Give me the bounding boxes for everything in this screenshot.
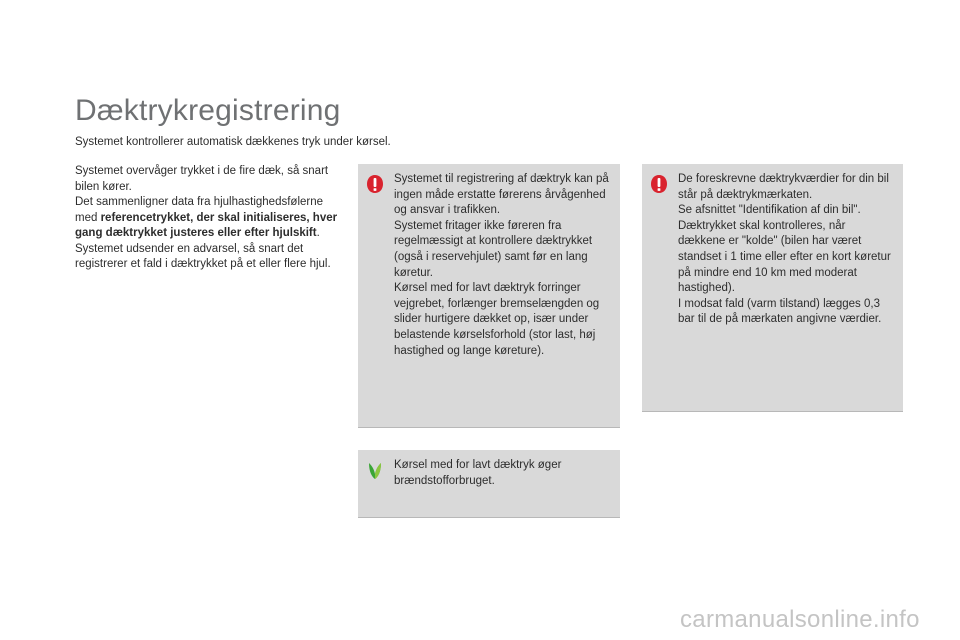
paragraph-2-start: Det sammenligner data fra hjulhastighedsfølerne med [75, 196, 324, 224]
intro-text: Systemet kontrollerer automatisk dækkenes tryk under kørsel. [75, 136, 391, 148]
warning-box-2-text [678, 172, 893, 328]
warning-1-paragraph-1: Systemet til registrering af dæktryk kan på ingen måde erstatte førerens årvågenhed og ansvar i trafikken. [394, 173, 609, 217]
paragraph-2-bold: referencetrykket, der skal initialiseres, hver gang dæktrykket justeres eller efter hjulskift [75, 211, 338, 239]
eco-box-text: Kørsel med for lavt dæktryk øger brændstofforbruget. [394, 459, 562, 487]
warning-2-paragraph-1: De foreskrevne dæktrykværdier for din bil står på dæktrykmærkaten. [678, 173, 889, 201]
warning-1-paragraph-2: Systemet fritager ikke føreren fra regelmæssigt at kontrollere dæktrykket (også i reservehjulet) samt før en lang køretur. [394, 219, 593, 279]
warning-2-paragraph-2: Se afsnittet "Identifikation af din bil". [678, 204, 861, 217]
watermark: carmanualsonline.info [680, 606, 920, 633]
paragraph-2 [75, 195, 345, 242]
eco-box [358, 450, 620, 518]
warning-box-1 [358, 164, 620, 428]
warning-box-2 [642, 164, 903, 412]
warning-1-paragraph-3: Kørsel med for lavt dæktryk forringer vejgrebet, forlænger bremselængden og slider hurtigere dækket op, især under belastende kørselsforhold (stor last, høj hastighed og lange køreture). [394, 282, 600, 357]
paragraph-1: Systemet overvåger trykket i de fire dæk, så snart bilen kører. [75, 165, 329, 193]
page-title: Dæktrykregistrering [75, 94, 341, 127]
exclamation-warning-icon [366, 174, 384, 194]
paragraph-3: Systemet udsender en advarsel, så snart det registrerer et fald i dæktrykket på et eller flere hjul. [75, 242, 331, 270]
warning-2-paragraph-4: I modsat fald (varm tilstand) lægges 0,3 bar til de på mærkaten angivne værdier. [678, 297, 882, 326]
main-text-column [75, 164, 345, 273]
leaf-eco-icon [366, 460, 384, 480]
paragraph-2-end: . [316, 227, 320, 239]
warning-2-paragraph-3: Dæktrykket skal kontrolleres, når dækkene er "kolde" (bilen har været standset i 1 time eller efter en kort køretur på mindre end 10 km med moderat hastighed). [678, 219, 891, 295]
warning-box-1-text [394, 172, 610, 359]
exclamation-warning-icon [650, 174, 668, 194]
